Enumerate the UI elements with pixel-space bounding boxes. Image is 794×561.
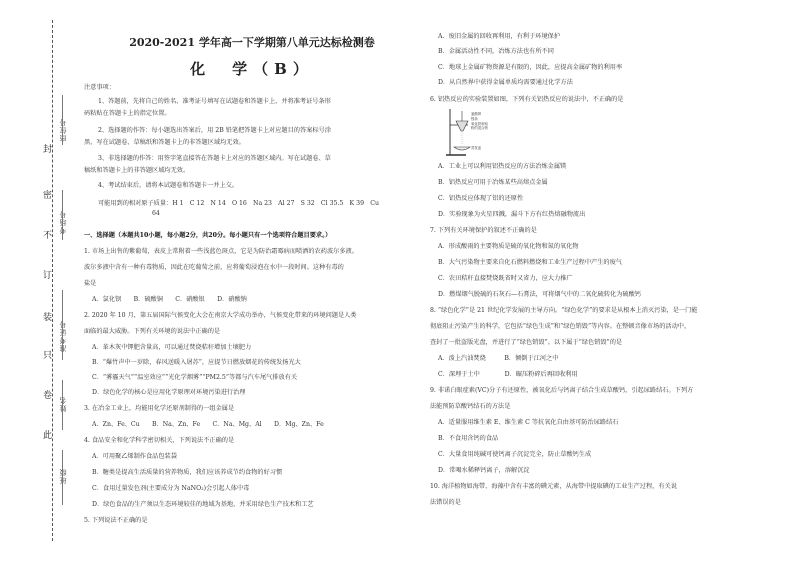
option-line: A．废旧金属的回收再利用，有利于环境保护 bbox=[438, 33, 561, 40]
option-line: D．常喝水稀释钙离子，溶解沉淀 bbox=[438, 467, 530, 474]
option-line: B．“爆竹声中一岁除，春风送暖入屠苏”，应提节日燃放烟花的传统发扬光大 bbox=[92, 359, 301, 366]
thermite-apparatus-diagram bbox=[444, 107, 494, 159]
question-line: 8. “绿色化学”是 21 世纪化学发展的主导方向。“绿色化学”的要求是从根本上消灭污染，是一门能 bbox=[430, 307, 698, 314]
option-line: D．实验现象为火星四溅，漏斗下方有红热熔融物流出 bbox=[438, 211, 586, 218]
seal-char: 此 bbox=[43, 426, 52, 443]
admission-number-label: 准考证号 bbox=[59, 320, 67, 352]
option-line: A．形成酸雨的主要物质是硫的氧化物和氮的氧化物 bbox=[438, 243, 579, 250]
question-line: 面临的最大威胁。下列有关环境的说法中正确的是 bbox=[84, 328, 221, 335]
option-line: C．地球上金属矿物资源是有限的，因此，应提高金属矿物的利用率 bbox=[438, 64, 623, 71]
question-line: 7. 下列有关环境保护的叙述不正确的是 bbox=[430, 227, 537, 234]
figure-label: 氯酸钾 bbox=[471, 112, 482, 116]
notice-line: 稿纸和答题卡上的非答题区域均无效。 bbox=[84, 167, 190, 174]
notice-line: 3、非选择题的作答：用签字笔直接答在答题卡上对应的答题区域内。写在试题卷、草 bbox=[98, 155, 331, 162]
field-line bbox=[62, 190, 63, 240]
question-line: 2. 2020 年 10 月，第五届国际气候变化大会在南京大学成功举办，气候变化带来的环境问题是人类 bbox=[84, 312, 357, 319]
cut-line bbox=[52, 20, 53, 541]
figure-label: 氧化铁和铝 bbox=[471, 122, 488, 126]
option-line: C．铝热反应体现了铝的还原性 bbox=[438, 195, 524, 202]
option-line: D．燃煤烟气脱硫的石灰石—石膏法，可将烟气中的二氧化硫转化为硫酸钙 bbox=[438, 291, 641, 298]
field-line bbox=[62, 450, 63, 505]
option-line: D．绿色化学的核心是应用化学原理对环境污染进行治理 bbox=[92, 389, 246, 396]
seal-char: 只 bbox=[43, 346, 52, 363]
seal-char: 不 bbox=[43, 226, 52, 243]
question-line: 5. 下列说法不正确的是 bbox=[84, 517, 148, 524]
option-line: A．适量服用维生素 E、维生素 C 等抗氧化自由基可防治尿路结石 bbox=[438, 419, 619, 426]
option-line: D．从自然界中获得金属单质均需要通过化学方法 bbox=[438, 79, 573, 86]
question-line: 彻底阻止污染产生的科学，它包括“绿色生成”和“绿色销毁”等内容。在整顿音像市场的活动中， bbox=[430, 323, 691, 330]
section-heading: 一、选择题（本题共10小题，每小题2分，共20分。每小题只有一个选项符合题目要求。） bbox=[84, 232, 332, 239]
notice-line: 4、考试结束后，请将本试题卷和答题卡一并上交。 bbox=[98, 182, 239, 189]
option-line: B．金属活动性不同，冶炼方法也有所不同 bbox=[438, 48, 554, 55]
seal-char: 装 bbox=[43, 308, 52, 325]
option-line: C．食用过量发色剂(主要成分为 NaNO₂)会引起人体中毒 bbox=[92, 485, 250, 492]
option-line: A．氯化钡 B．硫酸铜 C．硝酸银 D．硝酸钠 bbox=[92, 296, 247, 303]
question-line: 法错误的是 bbox=[430, 499, 461, 506]
notice-line: 1、答题前，先将自己的姓名、准考证号填写在试题卷和答题卡上，并将准考证号条形 bbox=[98, 98, 331, 105]
option-line: A．Zn、Fe、Cu B．Na、Zn、Fe C．Na、Mg、Al D．Mg、Zn、Fe bbox=[92, 421, 324, 428]
option-line: B．铝热反应可用于冶炼某些高熔点金属 bbox=[438, 179, 548, 186]
option-line: C．深埋于土中 D．碾压粉碎后再回收利用 bbox=[438, 371, 578, 378]
figure-label: 镁条 bbox=[471, 117, 478, 121]
class-label: 班级 bbox=[59, 468, 67, 484]
question-line: 法能预防草酸钙结石的方法是 bbox=[430, 403, 511, 410]
atomic-mass-line: 64 bbox=[152, 210, 160, 217]
field-line bbox=[62, 95, 63, 145]
binding-margin bbox=[0, 0, 82, 561]
question-line: 9. 非诺白眼症素(VC)分子有还原性，被氧化后与钙离子结合生成草酸钙，引起尿路结石。下列方 bbox=[430, 387, 694, 394]
notice-heading: 注意事项： bbox=[84, 84, 115, 91]
name-label: 姓名 bbox=[59, 396, 67, 412]
evaporating-dish bbox=[454, 147, 470, 150]
question-line: 1. 市场上出售的紫葡萄，表皮上常附着一些浅蓝色斑点，它是为防治霜霉病而喷洒的农药波尔多液。 bbox=[84, 248, 358, 255]
option-line: B．不食用含钙的食品 bbox=[438, 435, 499, 442]
option-line: C．“雾霾天气”“温室效应”“光化学烟雾”“PM2.5”等都与汽车尾气排放有关 bbox=[92, 374, 298, 381]
option-line: C．农田秸秆直接焚烧既省时又省力，应大力推广 bbox=[438, 275, 573, 282]
option-line: D．绿色食品的生产须以生态环境较佳的地域为基地，并采用绿色生产技术和工艺 bbox=[92, 501, 314, 508]
option-line: B．糖类是提高生活质量的营养物质，我们应该养成节约食物的好习惯 bbox=[92, 469, 283, 476]
exam-title: 2020-2021 学年高一下学期第八单元达标检测卷 bbox=[129, 36, 375, 49]
exam-room-label: 考场号 bbox=[59, 210, 67, 234]
option-line: A．可用聚乙烯制作食品包装袋 bbox=[92, 453, 177, 460]
notice-line: 码粘贴在答题卡上的指定位置。 bbox=[84, 110, 171, 117]
atomic-mass-line: 可能用到的相对原子质量：H 1 C 12 N 14 O 16 Na 23 Al 27 S 32 Cl 35.5 K 39 Cu bbox=[98, 200, 379, 207]
option-line: B．大气污染物主要来自化石燃料燃烧和工业生产过程中产生的废气 bbox=[438, 259, 622, 266]
seal-char: 订 bbox=[43, 266, 52, 283]
option-line: A．泼上汽油焚烧 B．倾倒于江河之中 bbox=[438, 355, 559, 362]
figure-label: 蒸发皿 bbox=[471, 146, 482, 150]
question-line: 波尔多液中含有一种有毒物质，因此在吃葡萄之前，应将葡萄浸泡在水中一段时间。这种有毒的 bbox=[84, 264, 344, 271]
notice-line: 2、选择题的作答：每小题选出答案后，用 2B 铅笔把答题卡上对应题目的答案标号涂 bbox=[98, 127, 331, 134]
question-line: 6. 铝热反应的实验装置如图，下列有关铝热反应的说法中，不正确的是 bbox=[430, 96, 624, 103]
seal-char: 封 bbox=[43, 140, 52, 157]
exam-subtitle: 化 学（B） bbox=[190, 60, 314, 78]
question-line: 4. 食品安全和化学科学密切相关，下列说法不正确的是 bbox=[84, 437, 235, 444]
question-line: 查封了一批盗版光盘，并进行了“绿色销毁”。以下属于“绿色销毁”的是 bbox=[430, 339, 623, 346]
question-line: 10. 海洋植物如海带、海藻中含有丰富的碘元素，从海带中提取碘的工业生产过程，有关说 bbox=[430, 483, 677, 490]
field-line bbox=[62, 380, 63, 430]
question-line: 盐是 bbox=[84, 280, 97, 287]
option-line: A．革木灰中钾肥含量高，可以通过焚烧秸秆增加土壤肥力 bbox=[92, 344, 252, 351]
seat-number-label: 座位号 bbox=[59, 118, 67, 142]
option-line: C．大量食用纯碱可使钙离子沉淀完全，防止草酸钙生成 bbox=[438, 451, 592, 458]
seal-char: 卷 bbox=[43, 386, 52, 403]
seal-char: 密 bbox=[43, 186, 52, 203]
field-line bbox=[62, 290, 63, 360]
option-line: A．工业上可以利用铝热反应的方法冶炼金属镁 bbox=[438, 163, 567, 170]
funnel bbox=[456, 121, 468, 131]
notice-line: 黑，写在试题卷、草稿纸和答题卡上的非答题区域均无效。 bbox=[84, 139, 245, 146]
figure-label: 粉的混合物 bbox=[471, 126, 488, 130]
question-line: 3. 在冶金工业上，均能用化学还原剂制得的一组金属是 bbox=[84, 405, 235, 412]
